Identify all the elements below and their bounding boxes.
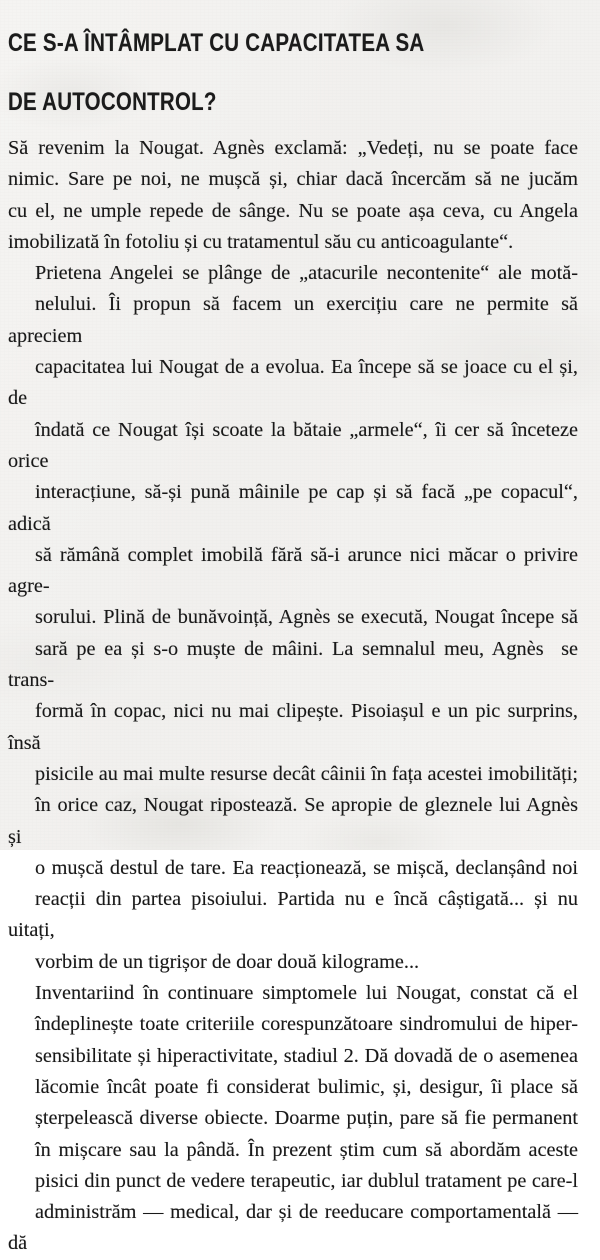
- text-line: sensibilitate și hiperactivitate, stadiul 2. Dă dovadă de o asemenea: [35, 1044, 578, 1067]
- text-line: în orice caz, Nougat ripostează. Se apropie de gleznele lui Agnès și: [8, 794, 584, 848]
- text-line: sară pe ea și s-o muște de mâini. La semnalul meu, Agnès se trans-: [8, 637, 584, 692]
- text-line: sorului. Plină de bunăvoință, Agnès se execută, Nougat începe să: [35, 606, 578, 629]
- text-line: pisicile au mai multe resurse decât câinii în fața acestei imobilități;: [35, 762, 578, 785]
- page-title-line-2: DE AUTOCONTROL?: [8, 88, 217, 116]
- text-line: îndată ce Nougat își scoate la bătaie „armele“, îi cer să înceteze orice: [8, 418, 584, 472]
- text-line: pisici din punct de vedere terapeutic, iar dublul tratament pe care-l: [35, 1169, 578, 1192]
- text-line: administrăm — medical, dar și de reeducare comportamentală — dă: [8, 1201, 584, 1255]
- text-line: Prietena Angelei se plânge de „atacurile necontenite“ ale motă-: [35, 262, 578, 285]
- para-1: [8, 133, 578, 258]
- para-2: [8, 258, 584, 978]
- body-text: [8, 118, 584, 1260]
- text-line: interacțiune, să-și pună mâinile pe cap și să facă „pe copacul“, adică: [8, 481, 584, 535]
- text-line: nimic. Sare pe noi, ne mușcă și, chiar dacă încercăm să ne jucăm: [8, 168, 578, 191]
- text-line: Inventariind în continuare simptomele lui Nougat, constat că el: [35, 982, 578, 1005]
- text-line: capacitatea lui Nougat de a evolua. Ea începe să se joace cu el și, de: [8, 356, 584, 410]
- text-line: îndeplinește toate criteriile corespunzătoare sindromului de hiper-: [35, 1013, 578, 1036]
- text-line: formă în copac, nici nu mai clipește. Pisoiașul e un pic surprins, însă: [8, 700, 584, 754]
- text-line: să rămână complet imobilă fără să-i arunce nici măcar o privire agre-: [8, 543, 584, 598]
- text-line: nelului. Îi propun să facem un exercițiu care ne permite să apreciem: [8, 293, 584, 347]
- page-title-line-1: CE S-A ÎNTÂMPLAT CU CAPACITATEA SA: [8, 29, 425, 57]
- text-line: șterpelească diverse obiecte. Doarme puțin, pare să fie permanent: [35, 1107, 578, 1130]
- text-line: cu el, ne umple repede de sânge. Nu se poate așa ceva, cu Angela: [8, 199, 578, 222]
- para-3: [8, 978, 584, 1260]
- text-line: în mișcare sau la pândă. În prezent știm cum să abordăm aceste: [35, 1138, 578, 1161]
- text-line: imobilizată în fotoliu și cu tratamentul său cu anticoagulante“.: [8, 230, 514, 253]
- text-line: Să revenim la Nougat. Agnès exclamă: „Vedeți, nu se poate face: [8, 137, 578, 159]
- text-line: vorbim de un tigrișor de doar două kilograme...: [35, 950, 420, 973]
- text-line: o mușcă destul de tare. Ea reacționează, se mișcă, declanșând noi: [35, 856, 578, 879]
- text-line: reacții din partea pisoiului. Partida nu e încă câștigată... și nu uitați,: [8, 888, 584, 942]
- text-line: lăcomie încât poate fi considerat bulimic, și, desigur, îi place să: [35, 1075, 578, 1098]
